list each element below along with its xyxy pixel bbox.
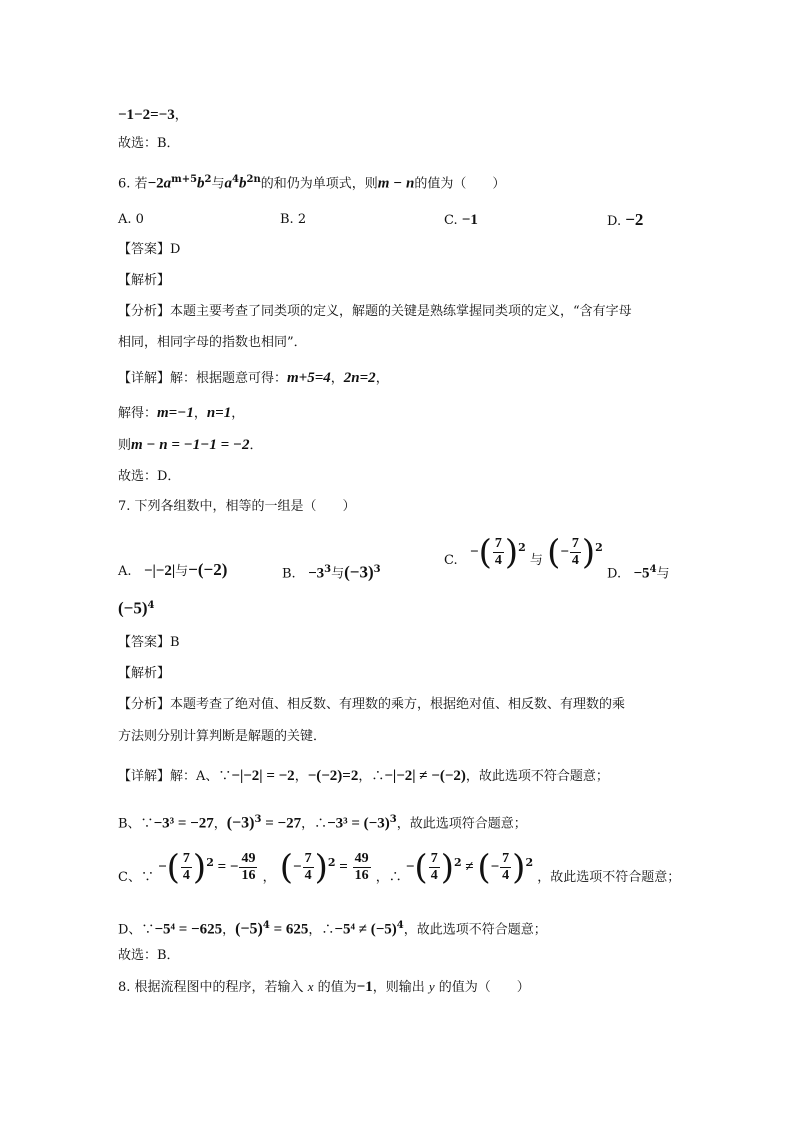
q6-term2-a-exp: 4 <box>232 174 239 185</box>
q7-detail-d-eq3-exp: 4 <box>396 920 404 931</box>
q6-option-a-value: 0 <box>135 212 144 227</box>
q7-detail-d-eq3: −5⁴ ≠ (−5) <box>334 921 397 938</box>
top-equation-tail: ， <box>174 108 188 123</box>
q7-detail-b-eq3-exp: 3 <box>389 814 397 825</box>
q7-detail-d-eq1: −5⁴ = −625 <box>154 921 223 938</box>
q8-val: −1 <box>356 979 373 995</box>
q7-option-c-right: (− $\frac{7}{4}$ )$^2$ <box>547 532 603 573</box>
q7-option-a[interactable] <box>118 560 227 582</box>
q6-option-c[interactable] <box>444 210 478 231</box>
q8-number: 8. <box>118 980 131 995</box>
q7-detail-c-eq1-res-num: 49 <box>241 851 256 866</box>
q7-detail-b-eq3: −3³ = (−3) <box>327 815 390 832</box>
q7-detail-c-end: ，故此选项不符合题意； <box>537 870 681 885</box>
q7-detail-b-eq2-exp: 3 <box>254 814 262 825</box>
q6-option-d-value: −2 <box>625 210 644 229</box>
q6-solve-eq1: m=−1 <box>157 405 194 421</box>
q6-option-a[interactable] <box>118 210 144 230</box>
q6-expr: m − n <box>377 175 415 192</box>
q7-option-d-label: D. <box>607 566 622 582</box>
top-equation-line <box>118 105 188 126</box>
q7-detail-d-sep1: ， <box>222 922 236 938</box>
q7-option-b-left-exp: 3 <box>324 564 332 575</box>
q7-option-b[interactable] <box>282 560 381 584</box>
q7-option-a-left: −|−2| <box>143 563 176 579</box>
q7-analysis-title: 【解析】 <box>118 666 171 681</box>
q7-option-c-label: C. <box>444 553 458 568</box>
q6-solve-pre: 解得： <box>118 406 158 421</box>
q7-detail-a-eq2: −(−2)=2 <box>307 768 359 784</box>
q7-option-c-left-exp: 2 <box>518 541 526 554</box>
q6-option-d-label: D. <box>607 214 622 229</box>
q7-detail-b-sep2: ，∴ <box>301 816 328 832</box>
q7-option-d-left-exp: 4 <box>649 564 657 575</box>
q8-x: x <box>307 979 314 994</box>
q6-solve-sep: ， <box>193 406 207 421</box>
q7-stem-text: 下列各组数中，相等的一组是（ ） <box>134 499 356 514</box>
q7-detail-c-eq1: −( $\frac{7}{4}$ )$^2$ = − $\frac{49}{16}$ <box>158 847 256 888</box>
q7-stem <box>118 497 356 517</box>
q7-detail-d-eq2-exp: 4 <box>262 920 270 931</box>
q7-option-b-label: B. <box>282 566 296 582</box>
q7-detail-c-eq3-r-exp: 2 <box>525 856 534 869</box>
q8-mid2: ，则输出 <box>372 980 425 995</box>
q7-option-a-label: A. <box>118 564 132 579</box>
q6-term2-b-exp: 2n <box>246 174 261 185</box>
q6-option-a-label: A. <box>118 212 132 227</box>
q7-detail-b-sep1: ， <box>213 816 227 832</box>
q6-detail-sep: ， <box>330 371 344 386</box>
q6-solve-end: ， <box>231 406 245 421</box>
q6-option-c-value: −1 <box>461 212 478 228</box>
q7-analysis-line2: 方法则分别计算判断是解题的关键． <box>118 729 327 744</box>
q7-detail-d <box>118 916 547 940</box>
q7-option-d-mid: 与 <box>656 566 670 582</box>
q6-then-eq: m − n = −1−1 = −2 <box>131 437 250 453</box>
q7-detail-c-eq1-num: 7 <box>182 851 190 866</box>
q6-options <box>118 210 678 230</box>
top-equation: −1−2=−3 <box>118 107 175 123</box>
q6-term2-a: a <box>224 175 233 192</box>
q7-detail-b <box>118 810 527 834</box>
q6-then-line <box>118 435 263 456</box>
q7-detail-c-eq2-den: 4 <box>304 868 312 883</box>
q8-tail: 的值为（ ） <box>438 980 530 995</box>
q6-then-end: ． <box>249 438 263 453</box>
q6-detail-line <box>118 368 389 389</box>
q7-option-c-right-exp: 2 <box>595 541 603 554</box>
q7-detail-c-eq2-res-num: 49 <box>354 851 369 866</box>
q7-option-c-left: −( $\frac{7}{4}$ )$^2$ <box>470 532 526 573</box>
q7-option-c-right-num: 7 <box>571 536 579 551</box>
q7-detail-c-eq2-num: 7 <box>304 851 312 866</box>
q7-detail-a <box>118 766 609 787</box>
q7-detail-c-eq3-r-den: 4 <box>502 868 510 883</box>
q7-detail-c-eq3-num: 7 <box>430 851 438 866</box>
q7-detail-c-eq2-exp: 2 <box>327 856 336 869</box>
q6-term1-a: a <box>163 175 172 192</box>
q6-choose: 故选：D． <box>118 469 181 484</box>
q6-solve-line <box>118 403 244 424</box>
q7-option-c[interactable] <box>444 532 603 573</box>
q6-option-d[interactable] <box>607 210 643 232</box>
q7-detail-c-eq2: (− $\frac{7}{4}$ )$^2$ = $\frac{49}{16}$ <box>279 847 369 888</box>
q7-answer: 【答案】B <box>118 635 180 650</box>
q7-detail-b-pre: B、∵ <box>118 816 154 832</box>
q7-detail-a-eq1: −|−2| = −2 <box>231 768 295 784</box>
q7-detail-a-sep2: ，∴ <box>358 769 385 784</box>
q7-number: 7. <box>118 499 131 514</box>
q7-option-d-left: −5 <box>633 565 650 582</box>
q6-detail-eq2: 2n=2 <box>343 370 376 386</box>
q7-option-c-left-den: 4 <box>494 553 502 568</box>
q8-mid: 的值为 <box>317 980 357 995</box>
q6-mid: 与 <box>211 176 225 192</box>
q6-term2-b: b <box>239 175 247 192</box>
q7-detail-c-sep2: ，∴ <box>375 870 402 885</box>
q6-term1-b: b <box>197 175 205 192</box>
q7-option-a-mid: 与 <box>175 564 189 579</box>
q7-detail-d-sep2: ，∴ <box>308 922 335 938</box>
q7-option-d[interactable] <box>607 560 670 584</box>
q8-stem <box>118 977 530 998</box>
q7-detail-b-eq2: (−3) <box>226 814 255 832</box>
q6-analysis-title: 【解析】 <box>118 273 171 288</box>
q7-analysis-line1: 【分析】本题考查了绝对值、相反数、有理数的乘方，根据绝对值、相反数、有理数的乘 <box>118 697 626 712</box>
q6-then-pre: 则 <box>118 438 132 453</box>
q7-detail-c-sep1: ， <box>262 870 276 885</box>
q6-solve-eq2: n=1 <box>206 405 232 421</box>
q7-detail-c-pre: C、∵ <box>118 870 154 885</box>
q6-analysis-line1: 【分析】本题主要考查了同类项的定义，解题的关键是熟练掌握同类项的定义，“含有字母 <box>118 304 632 319</box>
q6-answer: 【答案】D <box>118 242 181 257</box>
q7-detail-a-pre: 【详解】解：A、∵ <box>118 769 232 784</box>
q6-detail-pre: 【详解】解：根据题意可得： <box>118 371 288 386</box>
q6-term1-a-exp: m+5 <box>171 174 198 185</box>
q6-number: 6. <box>118 176 131 192</box>
q7-detail-c-eq3: −( $\frac{7}{4}$ )$^2$ ≠ (− $\frac{7}{4}$ )$^2$ <box>405 847 534 888</box>
q7-option-c-left-num: 7 <box>494 536 502 551</box>
q8-pre: 根据流程图中的程序，若输入 <box>134 980 304 995</box>
q7-detail-d-pre: D、∵ <box>118 922 155 938</box>
q6-term1-b-exp: 2 <box>204 174 212 185</box>
q6-option-c-label: C. <box>444 213 458 228</box>
q7-detail-b-eq2-tail: = −27 <box>261 815 302 832</box>
q6-option-b-label: B. <box>280 212 294 227</box>
q7-detail-a-eq3: −|−2| ≠ −(−2) <box>384 768 466 784</box>
q7-detail-c-eq3-den: 4 <box>430 868 438 883</box>
q6-detail-eq1: m+5=4 <box>287 370 331 386</box>
q7-option-b-right-exp: 3 <box>373 564 381 575</box>
q7-option-a-right: −(−2) <box>188 560 228 579</box>
q8-y: y <box>428 979 435 994</box>
q7-detail-d-end: ，故此选项不符合题意； <box>403 922 547 938</box>
q7-detail-a-sep1: ， <box>294 769 308 784</box>
q7-detail-c-eq3-r-num: 7 <box>502 851 510 866</box>
q6-detail-end: ， <box>375 371 389 386</box>
q7-option-b-mid: 与 <box>331 566 345 582</box>
q6-pre: 若 <box>134 176 148 192</box>
q7-detail-c-eq1-res-den: 16 <box>241 868 256 883</box>
q6-option-b-value: 2 <box>297 212 307 227</box>
q6-option-b[interactable] <box>280 210 306 230</box>
q7-choose: 故选：B． <box>118 948 180 963</box>
q7-option-c-right-den: 4 <box>571 553 579 568</box>
q6-term1-coef: −2 <box>147 175 164 192</box>
top-choose-line: 故选：B． <box>118 136 180 151</box>
q7-detail-c-eq1-den: 4 <box>182 868 190 883</box>
q7-detail-c <box>118 845 680 890</box>
q7-option-b-right: (−3) <box>344 562 374 582</box>
q7-detail-d-eq2: (−5) <box>235 920 263 938</box>
q7-detail-c-eq1-exp: 2 <box>206 856 214 869</box>
q6-tail: 的值为（ ） <box>414 176 506 192</box>
q6-stem <box>118 170 505 194</box>
q7-detail-b-end: ，故此选项符合题意； <box>396 816 527 832</box>
q6-analysis-line2: 相同，相同字母的指数也相同”． <box>118 335 307 350</box>
q7-option-d-right-exp: 4 <box>147 600 155 611</box>
q7-detail-a-end: ，故此选项不符合题意； <box>465 769 609 784</box>
q7-detail-d-eq2-tail: = 625 <box>269 921 309 938</box>
q7-option-d-continued <box>118 596 154 620</box>
q7-option-c-mid: 与 <box>529 553 543 568</box>
q7-detail-c-eq3-exp: 2 <box>453 856 462 869</box>
q7-detail-c-eq2-res-den: 16 <box>354 868 369 883</box>
q6-post: 的和仍为单项式，则 <box>260 176 378 192</box>
q7-option-b-left: −3 <box>308 565 325 582</box>
q7-option-d-right: (−5) <box>118 598 148 618</box>
q7-detail-b-eq1: −3³ = −27 <box>153 815 214 832</box>
